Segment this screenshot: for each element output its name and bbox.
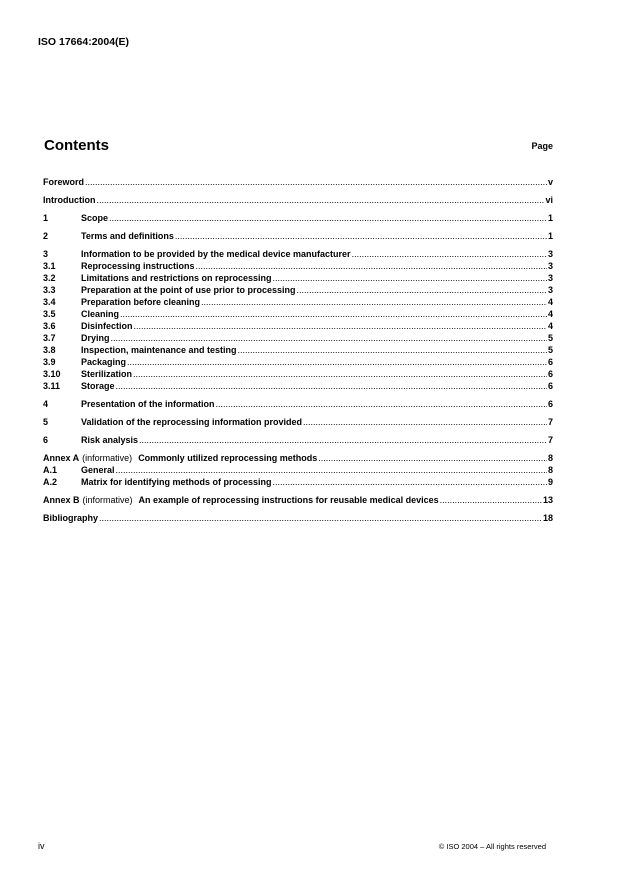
toc-entry-title: Storage	[81, 381, 115, 391]
toc-entry-title: Foreword	[43, 177, 85, 187]
dot-leader	[201, 296, 547, 308]
annex-status: (informative)	[82, 495, 133, 505]
toc-entry-number: 3.1	[43, 261, 56, 271]
dot-leader	[273, 272, 547, 284]
dot-leader	[99, 512, 542, 524]
dot-leader	[352, 248, 547, 260]
dot-leader	[120, 308, 547, 320]
dot-leader	[196, 260, 547, 272]
toc-entry-title: Reprocessing instructions	[81, 261, 195, 271]
toc-entry[interactable]	[43, 344, 553, 356]
toc-entry-page: 6	[547, 381, 553, 391]
table-of-contents	[43, 176, 553, 524]
toc-entry[interactable]	[43, 398, 553, 410]
toc-entry-number: 3.9	[43, 357, 56, 367]
toc-entry-title: Validation of the reprocessing information provided	[81, 417, 303, 427]
toc-entry-page: 6	[547, 399, 553, 409]
toc-entry-page: 9	[547, 477, 553, 487]
dot-leader	[297, 284, 547, 296]
dot-leader	[303, 416, 547, 428]
dot-leader	[216, 398, 547, 410]
toc-entry-title: Scope	[81, 213, 109, 223]
toc-entry-number: 3.4	[43, 297, 56, 307]
toc-entry[interactable]	[43, 368, 553, 380]
annex-label: Annex B	[43, 495, 80, 505]
toc-entry[interactable]	[43, 194, 553, 206]
toc-entry-page: 3	[547, 273, 553, 283]
toc-entry[interactable]	[43, 230, 553, 242]
toc-entry-page: vi	[545, 195, 553, 205]
toc-entry-page: 8	[547, 465, 553, 475]
toc-entry-number: 3	[43, 249, 49, 259]
dot-leader	[440, 494, 542, 506]
toc-entry-title: Preparation at the point of use prior to processing	[81, 285, 296, 295]
document-header: ISO 17664:2004(E)	[38, 36, 130, 48]
dot-leader	[127, 356, 547, 368]
toc-entry-title: General	[81, 465, 115, 475]
dot-leader	[109, 212, 547, 224]
toc-entry[interactable]	[43, 332, 553, 344]
toc-entry-number: 3.10	[43, 369, 61, 379]
toc-entry-number: 1	[43, 213, 49, 223]
toc-entry-page: 4	[547, 309, 553, 319]
dot-leader	[133, 368, 547, 380]
toc-entry[interactable]	[43, 494, 553, 506]
toc-entry-title: Limitations and restrictions on reprocessing	[81, 273, 272, 283]
toc-entry-title: Risk analysis	[81, 435, 139, 445]
toc-entry-title	[43, 452, 317, 464]
toc-entry-number: 3.3	[43, 285, 56, 295]
annex-title: Commonly utilized reprocessing methods	[138, 453, 318, 463]
toc-entry-page: 4	[547, 297, 553, 307]
annex-label: Annex A	[43, 453, 80, 463]
dot-leader	[273, 476, 547, 488]
dot-leader	[318, 452, 547, 464]
dot-leader	[175, 230, 547, 242]
toc-entry-title: Disinfection	[81, 321, 133, 331]
toc-entry-title: Terms and definitions	[81, 231, 174, 241]
toc-entry[interactable]	[43, 320, 553, 332]
toc-entry-page: 5	[547, 345, 553, 355]
page-column-label: Page	[531, 141, 553, 151]
toc-entry-number: 3.8	[43, 345, 56, 355]
toc-entry-page: 18	[542, 513, 553, 523]
toc-entry-number: 6	[43, 435, 49, 445]
toc-entry-page: 6	[547, 357, 553, 367]
toc-entry-title: Bibliography	[43, 513, 99, 523]
toc-entry-title: Inspection, maintenance and testing	[81, 345, 237, 355]
dot-leader	[85, 176, 547, 188]
toc-entry[interactable]	[43, 272, 553, 284]
toc-entry-number: 4	[43, 399, 49, 409]
toc-entry[interactable]	[43, 512, 553, 524]
toc-entry-title: Information to be provided by the medical device manufacturer	[81, 249, 351, 259]
toc-entry-page: v	[547, 177, 553, 187]
dot-leader	[116, 464, 547, 476]
dot-leader	[139, 434, 547, 446]
toc-entry-page: 13	[542, 495, 553, 505]
toc-entry[interactable]	[43, 476, 553, 488]
toc-entry-number: 5	[43, 417, 49, 427]
annex-title: An example of reprocessing instructions for reusable medical devices	[138, 495, 439, 505]
toc-entry-title	[43, 494, 439, 506]
toc-entry-number: A.2	[43, 477, 58, 487]
toc-entry-title: Introduction	[43, 195, 96, 205]
toc-entry[interactable]	[43, 380, 553, 392]
toc-entry-number: 2	[43, 231, 49, 241]
dot-leader	[111, 332, 547, 344]
toc-entry-title: Matrix for identifying methods of processing	[81, 477, 272, 487]
toc-entry-number: A.1	[43, 465, 58, 475]
toc-entry-number: 3.11	[43, 381, 61, 391]
toc-entry-title: Packaging	[81, 357, 127, 367]
toc-entry[interactable]	[43, 452, 553, 464]
toc-entry[interactable]	[43, 212, 553, 224]
toc-entry[interactable]	[43, 416, 553, 428]
toc-entry-title: Presentation of the information	[81, 399, 215, 409]
toc-entry-page: 6	[547, 369, 553, 379]
toc-entry[interactable]	[43, 434, 553, 446]
toc-entry-number: 3.6	[43, 321, 56, 331]
toc-entry[interactable]	[43, 176, 553, 188]
toc-entry[interactable]	[43, 464, 553, 476]
toc-entry[interactable]	[43, 296, 553, 308]
footer-page-number: iv	[38, 841, 45, 851]
toc-entry-page: 7	[547, 417, 553, 427]
toc-entry-title: Drying	[81, 333, 110, 343]
toc-entry-page: 3	[547, 261, 553, 271]
footer-copyright: © ISO 2004 – All rights reserved	[438, 842, 546, 851]
toc-entry[interactable]	[43, 356, 553, 368]
toc-entry-title: Preparation before cleaning	[81, 297, 201, 307]
dot-leader	[238, 344, 547, 356]
dot-leader	[134, 320, 547, 332]
toc-entry-page: 7	[547, 435, 553, 445]
toc-entry-title: Cleaning	[81, 309, 120, 319]
toc-entry-number: 3.7	[43, 333, 56, 343]
toc-entry-page: 1	[547, 213, 553, 223]
toc-entry[interactable]	[43, 284, 553, 296]
toc-entry-page: 1	[547, 231, 553, 241]
toc-entry-number: 3.2	[43, 273, 56, 283]
toc-entry[interactable]	[43, 248, 553, 260]
toc-entry-number: 3.5	[43, 309, 56, 319]
toc-entry-title: Sterilization	[81, 369, 133, 379]
toc-entry-page: 3	[547, 249, 553, 259]
dot-leader	[116, 380, 547, 392]
toc-entry-page: 4	[547, 321, 553, 331]
dot-leader	[97, 194, 545, 206]
toc-entry[interactable]	[43, 260, 553, 272]
toc-entry-page: 3	[547, 285, 553, 295]
annex-status: (informative)	[82, 453, 133, 463]
toc-entry-page: 8	[547, 453, 553, 463]
contents-title: Contents	[44, 137, 109, 154]
toc-entry-page: 5	[547, 333, 553, 343]
toc-entry[interactable]	[43, 308, 553, 320]
